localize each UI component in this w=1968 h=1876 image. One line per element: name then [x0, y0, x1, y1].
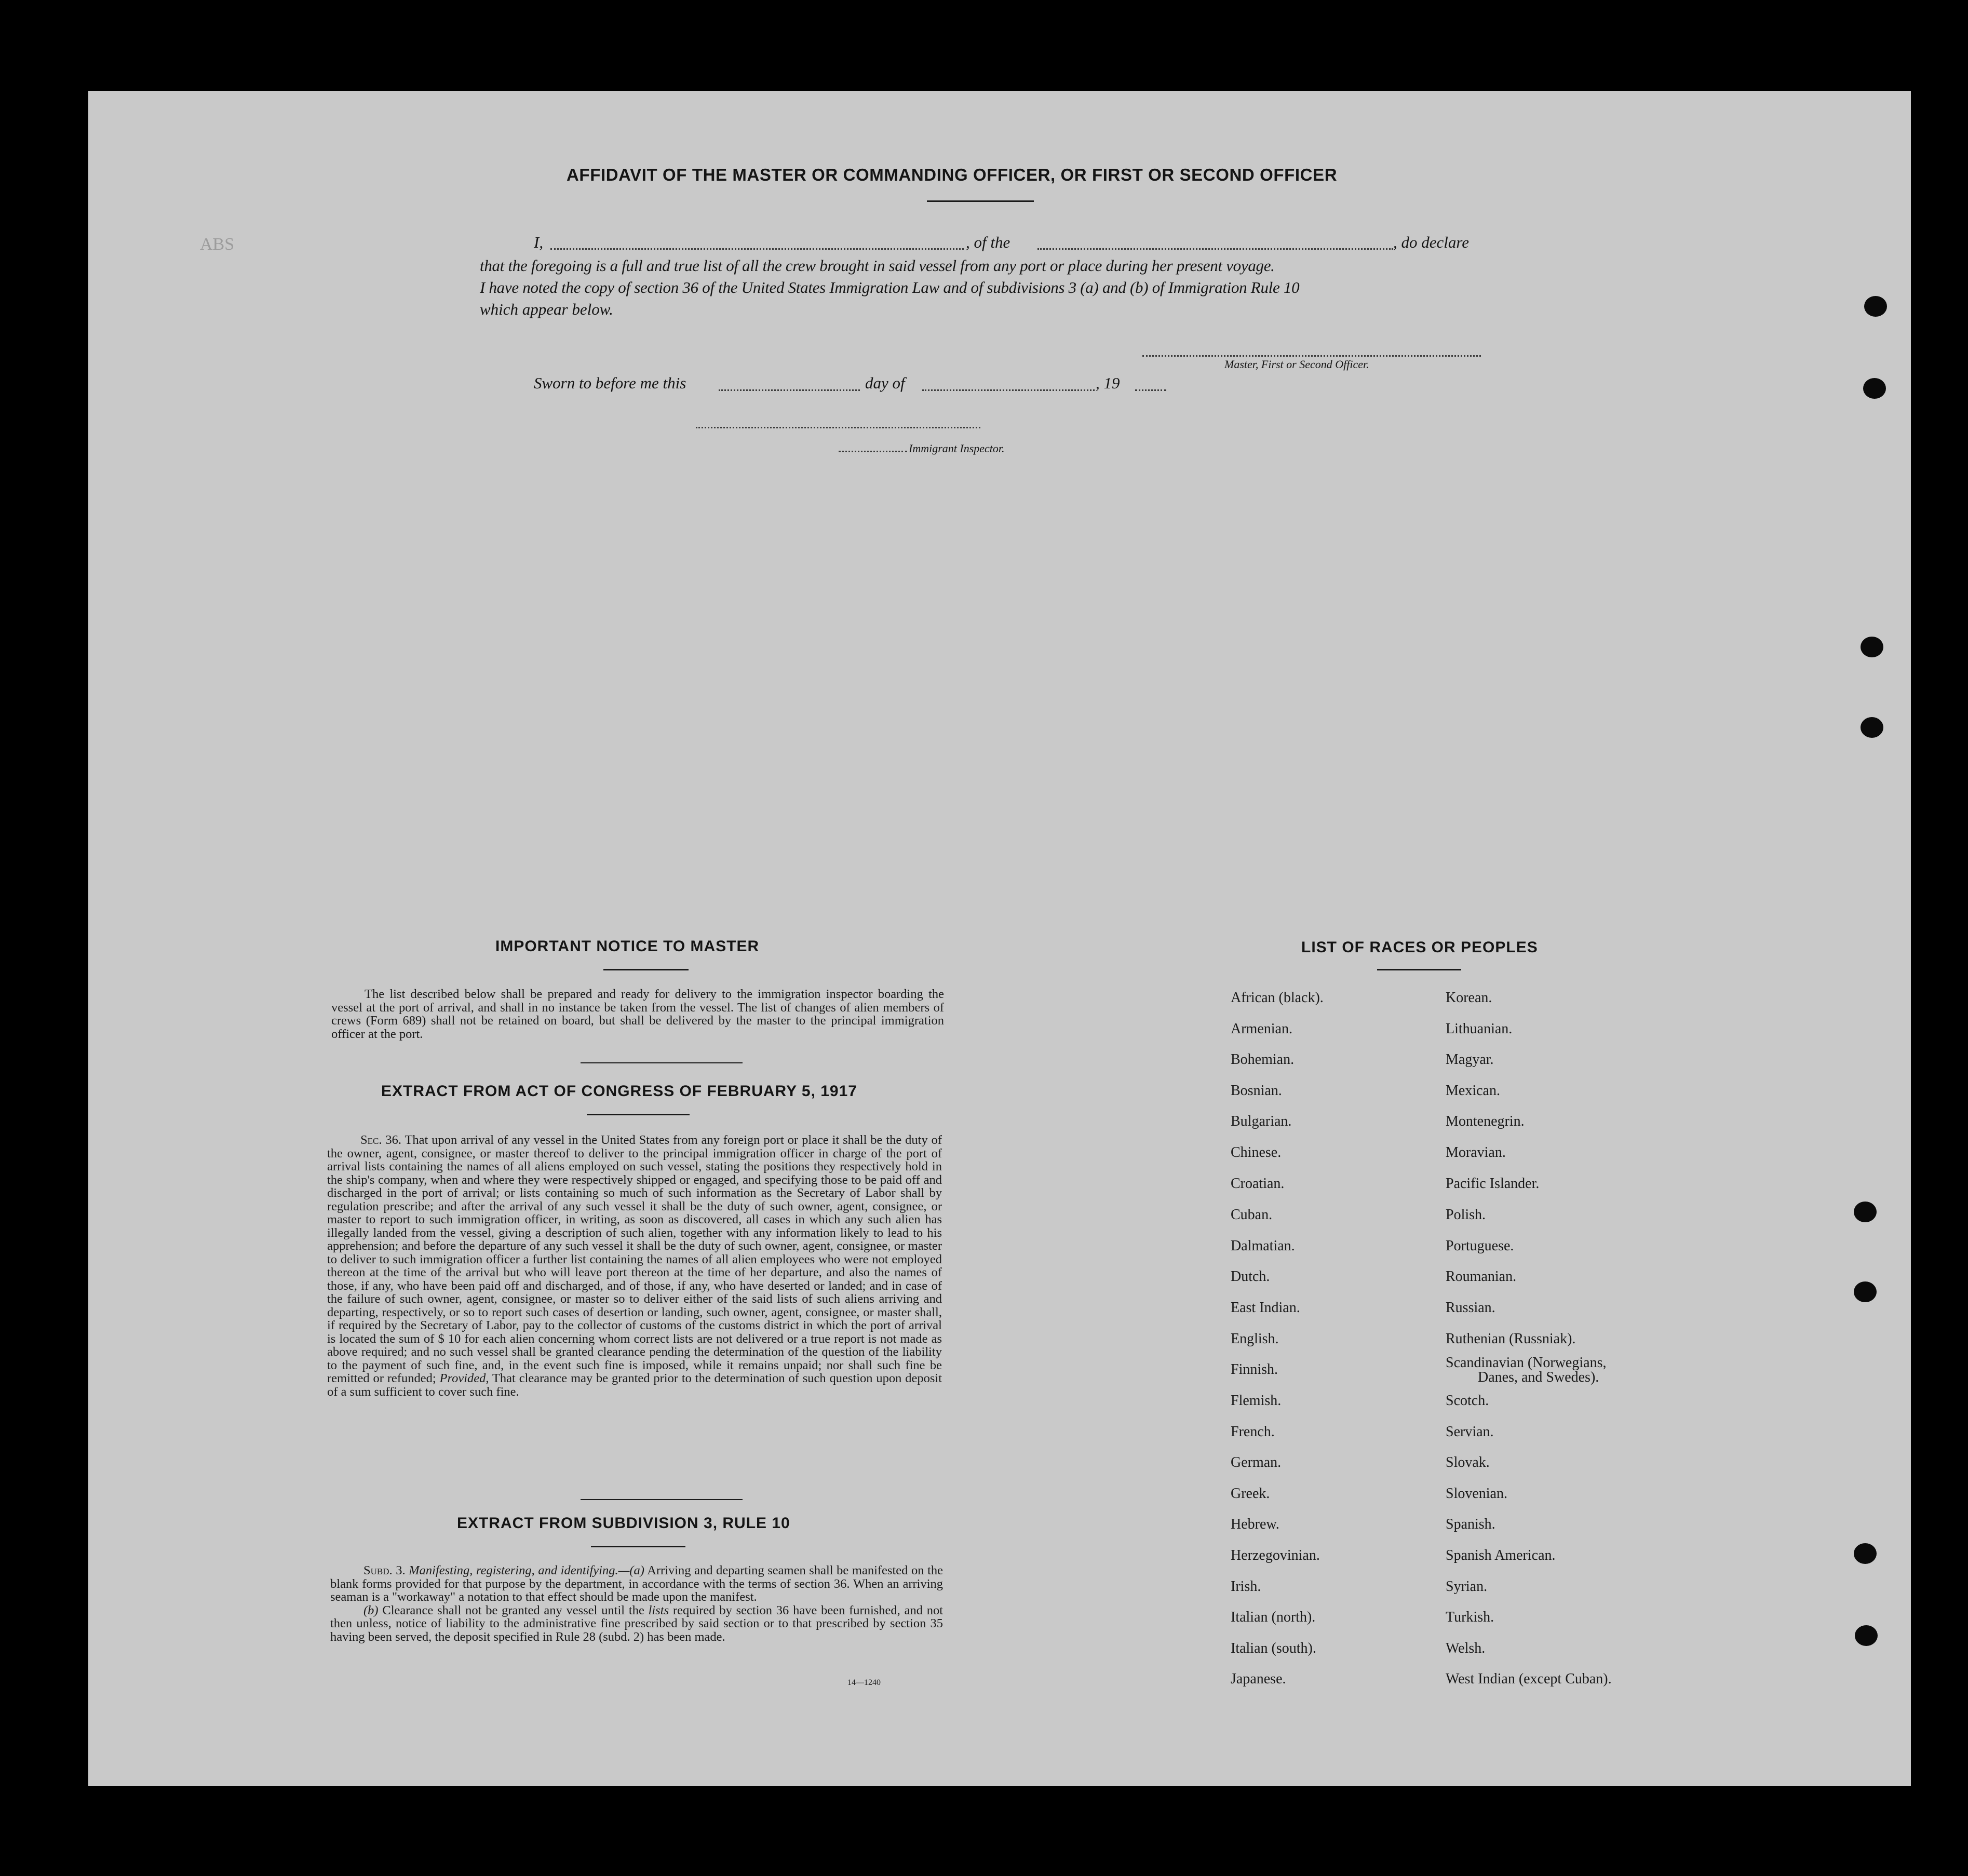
punch-hole-7: [1854, 1543, 1877, 1564]
race-item: Bohemian.: [1231, 1051, 1295, 1068]
punch-hole-1: [1864, 296, 1887, 317]
notice-text: [331, 988, 944, 1041]
race-item: Chinese.: [1231, 1144, 1282, 1160]
sworn-date-line: [719, 389, 860, 391]
race-item: Cuban.: [1231, 1207, 1273, 1223]
act-body-end: That clearance may be granted prior to the determination of such question upon deposit of a sum sufficient to cover such fine.: [327, 1371, 942, 1399]
race-item: Bosnian.: [1231, 1083, 1282, 1099]
race-item: Armenian.: [1231, 1021, 1292, 1037]
rule-text: [330, 1564, 943, 1643]
rule-paragraph-a: [330, 1564, 943, 1604]
name-line: [550, 248, 964, 250]
race-item: Montenegrin.: [1446, 1113, 1525, 1129]
act-title-rule: [587, 1114, 690, 1115]
rule-para-b-1: Clearance shall not be granted any vessel until the: [382, 1603, 644, 1617]
document-page: [88, 91, 1911, 1786]
notice-paragraph: [331, 988, 944, 1041]
race-item: Servian.: [1446, 1424, 1494, 1440]
race-item: Spanish American.: [1446, 1547, 1556, 1563]
race-item: German.: [1231, 1454, 1282, 1470]
inspector-signature-line: [696, 427, 980, 428]
race-item: Dutch.: [1231, 1268, 1270, 1285]
race-item: East Indian.: [1231, 1300, 1300, 1316]
rule-subd-label: Subd. 3.: [363, 1563, 406, 1577]
race-item: Dalmatian.: [1231, 1238, 1295, 1254]
affidavit-line4: which appear below.: [480, 300, 613, 318]
rule-subd-heading: Manifesting, registering, and identifying.—(a): [409, 1563, 644, 1577]
rule-title-rule: [591, 1546, 685, 1547]
notice-body: The list described below shall be prepared and ready for delivery to the immigration inspector boarding the vessel at the port of arrival, and shall in no instance be taken from the vessel. The list of changes of alien members of crews (Form 689) shall not be retained on board, but shall be delivered by the master to the principal immigration officer at the port.: [331, 987, 944, 1041]
act-sec-label: Sec. 36.: [360, 1133, 401, 1147]
act-paragraph: [327, 1133, 942, 1398]
faint-stamp: ABS: [200, 235, 235, 254]
affidavit-line3: I have noted the copy of section 36 of the United States Immigration Law and of subdivisions 3 (a) and (b) of Immigration Rule 10: [480, 278, 1300, 296]
inspector-label: Immigrant Inspector.: [909, 442, 1005, 455]
rule-para-b-2: required by section 36 have been furnished, and not then unless, notice of liability to the administrative fine prescribed by said section or to that prescribed by section 35 having been served, the deposit specified in Rule 28 (subd. 2) has been made.: [330, 1603, 943, 1644]
race-item: Hebrew.: [1231, 1516, 1279, 1532]
race-item: Pacific Islander.: [1446, 1176, 1540, 1192]
punch-hole-5: [1854, 1202, 1877, 1222]
master-signature-line: [1142, 355, 1481, 357]
race-item: Welsh.: [1446, 1640, 1486, 1656]
affidavit-of-the: , of the: [966, 233, 1010, 251]
race-item: Russian.: [1446, 1300, 1495, 1316]
race-item: Korean.: [1446, 990, 1492, 1006]
race-item: Croatian.: [1231, 1176, 1285, 1192]
sworn-year-line: [1135, 389, 1166, 391]
race-item: Slovak.: [1446, 1454, 1490, 1470]
act-title: EXTRACT FROM ACT OF CONGRESS OF FEBRUARY 5, 1917: [381, 1083, 857, 1100]
race-item: Turkish.: [1446, 1609, 1494, 1625]
race-item: Roumanian.: [1446, 1268, 1517, 1285]
master-signature-label: Master, First or Second Officer.: [1224, 358, 1369, 371]
race-item: Bulgarian.: [1231, 1113, 1292, 1129]
race-item: Scandinavian (Norwegians,: [1446, 1355, 1607, 1371]
race-item: Irish.: [1231, 1578, 1261, 1595]
race-item: Ruthenian (Russniak).: [1446, 1331, 1576, 1347]
race-item: Lithuanian.: [1446, 1021, 1513, 1037]
race-item: Portuguese.: [1446, 1238, 1514, 1254]
race-item: English.: [1231, 1331, 1279, 1347]
race-item: Greek.: [1231, 1486, 1270, 1502]
race-item: Italian (north).: [1231, 1609, 1316, 1625]
notice-end-rule: [581, 1062, 743, 1063]
race-item: Spanish.: [1446, 1516, 1495, 1532]
affidavit-i: I,: [534, 233, 544, 251]
affidavit-do-declare: , do declare: [1393, 233, 1470, 251]
sworn-prefix: Sworn to before me this: [534, 374, 686, 392]
races-title: LIST OF RACES OR PEOPLES: [1301, 939, 1538, 956]
races-title-rule: [1377, 969, 1461, 970]
inspector-short-line: [839, 451, 907, 452]
race-item: French.: [1231, 1424, 1275, 1440]
race-item: Italian (south).: [1231, 1640, 1316, 1656]
sworn-day-of: day of: [865, 374, 905, 392]
affidavit-title: AFFIDAVIT OF THE MASTER OR COMMANDING OFFICER, OR FIRST OR SECOND OFFICER: [567, 165, 1338, 184]
punch-hole-2: [1863, 378, 1886, 399]
notice-title-rule: [603, 969, 689, 970]
notice-title: IMPORTANT NOTICE TO MASTER: [495, 938, 760, 955]
race-item: Japanese.: [1231, 1671, 1286, 1687]
race-item: Danes, and Swedes).: [1478, 1369, 1599, 1385]
punch-hole-3: [1861, 637, 1883, 657]
race-item: Syrian.: [1446, 1578, 1488, 1595]
punch-hole-6: [1854, 1281, 1877, 1302]
form-number: 14—1240: [847, 1678, 881, 1687]
race-item: Mexican.: [1446, 1083, 1500, 1099]
race-item: Polish.: [1446, 1207, 1486, 1223]
rule-title: EXTRACT FROM SUBDIVISION 3, RULE 10: [457, 1515, 790, 1532]
race-item: Scotch.: [1446, 1393, 1489, 1409]
race-item: African (black).: [1231, 990, 1324, 1006]
race-item: Magyar.: [1446, 1051, 1494, 1068]
punch-hole-4: [1861, 717, 1883, 738]
race-item: Flemish.: [1231, 1393, 1282, 1409]
act-provided: Provided,: [439, 1371, 489, 1385]
race-item: Finnish.: [1231, 1361, 1278, 1378]
rule-para-a: Arriving and departing seamen shall be manifested on the blank forms provided for that purpose by the department, in accordance with the terms of section 36. When an arriving seaman is a "workaway" a notation to that effect should be made upon the manifest.: [330, 1563, 943, 1604]
affidavit-title-rule: [927, 200, 1034, 202]
sworn-month-line: [922, 389, 1095, 391]
act-end-rule: [581, 1499, 743, 1500]
punch-hole-8: [1855, 1625, 1878, 1646]
race-item: West Indian (except Cuban).: [1446, 1671, 1612, 1687]
act-text: [327, 1133, 942, 1398]
vessel-line: [1037, 248, 1393, 250]
race-item: Slovenian.: [1446, 1486, 1507, 1502]
affidavit-line2: that the foregoing is a full and true list of all the crew brought in said vessel from any port or place during her present voyage.: [480, 257, 1275, 275]
rule-b-label: (b): [363, 1603, 379, 1617]
act-body: That upon arrival of any vessel in the United States from any foreign port or place it shall be the duty of the owner, agent, consignee, or master thereof to deliver to the principal immigration officer in charge of the port of arrival lists containing the names of all aliens employed on such vessel, stating the positions they respectively hold in the ship's company, when and where they were respectively shipped or engaged, and specifying those to be paid off and discharged in the port of arrival; or lists containing so much of such information as the Secretary of Labor shall by regulation prescribe; and after the arrival of any such vessel it shall be the duty of such owner, agent, consignee, or master to report to such immigration officer, in writing, as soon as discovered, all cases in which any such alien has illegally landed from the vessel, giving a description of such alien, together with any information likely to lead to his apprehension; and before the departure of any such vessel it shall be the duty of such owner, agent, consignee, or master to deliver to such immigration officer a further list containing the names of all alien employees who were not employed thereon at the time of the arrival but who will leave port thereon at the time of her departure, and also the names of those, if any, who have been paid off and discharged, and of those, if any, who have deserted or landed; and in case of the failure of such owner, agent, consignee, or master so to deliver either of the said lists of such aliens arriving and departing, respectively, or so to report such cases of desertion or landing, such owner, agent, consignee, or master shall, if required by the Secretary of Labor, pay to the collector of customs of the customs district in which the port of arrival is located the sum of $ 10 for each alien concerning whom correct lists are not delivered or a true report is not made as above required; and no such vessel shall be granted clearance pending the determination of the question of the liability to the payment of such fine, and, in the event such fine is imposed, while it remains unpaid; nor shall such fine be remitted or refunded;: [327, 1133, 942, 1385]
rule-para-b-lists: lists: [648, 1603, 669, 1617]
sworn-year: , 19: [1096, 374, 1120, 392]
race-item: Moravian.: [1446, 1144, 1506, 1160]
rule-paragraph-b: [330, 1604, 943, 1644]
race-item: Herzegovinian.: [1231, 1547, 1320, 1563]
